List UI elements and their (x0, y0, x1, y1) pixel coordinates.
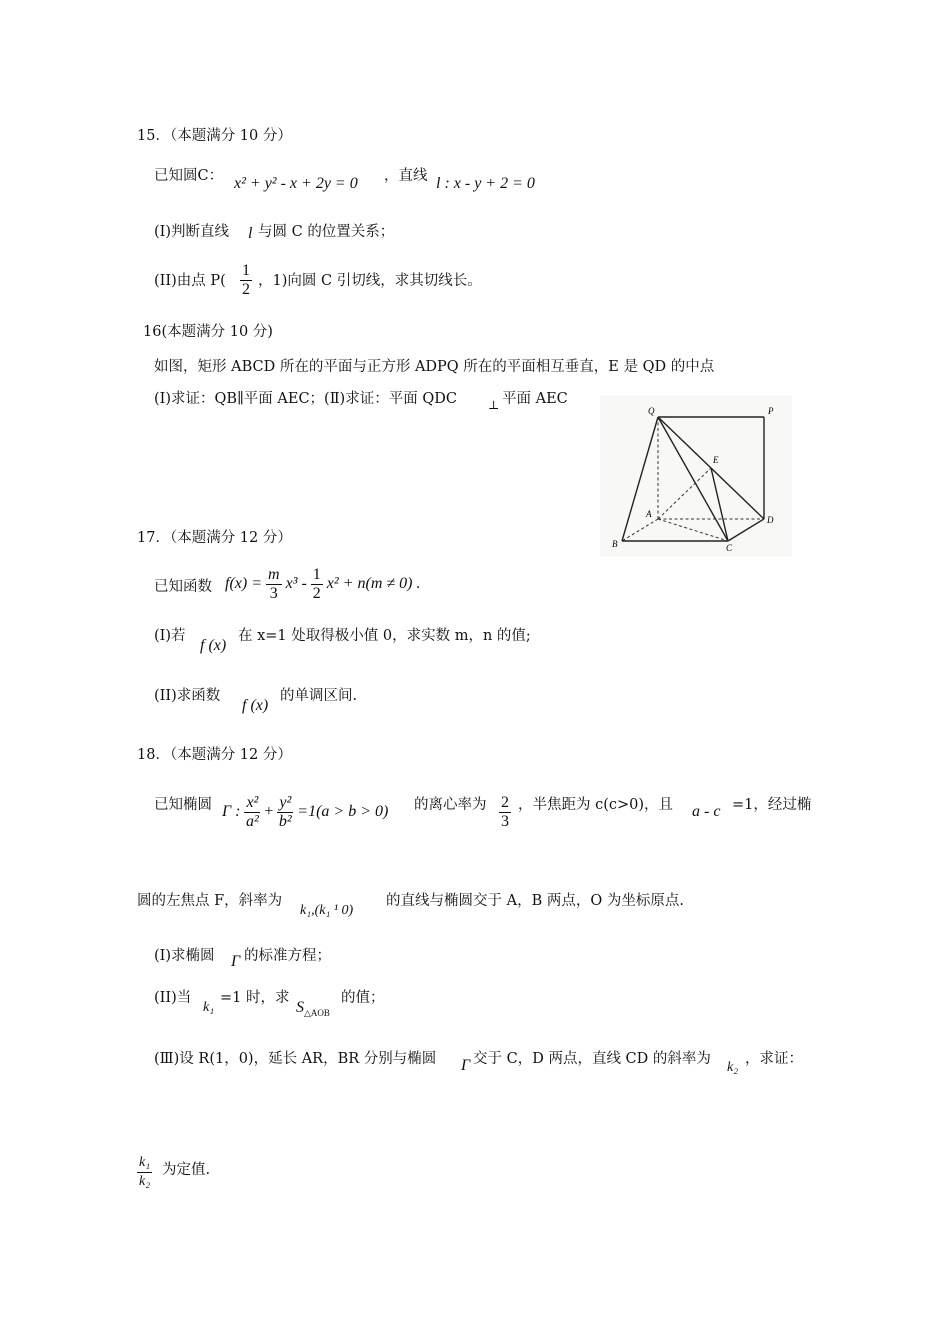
q15-point-fraction: $\frac{1}{2}$ (242, 262, 250, 298)
q16-parts-a: (I)求证：QB∥平面 AEC；(Ⅱ)求证：平面 QDC (154, 391, 457, 407)
edge-AE-hidden (658, 468, 711, 519)
q15-circle-equation: x² + y² - x + 2y = 0 (234, 175, 358, 192)
q18-header: 18．（本题满分 12 分） (137, 747, 292, 763)
label-B: B (612, 539, 618, 549)
q18-ellipse-equation: Γ : $\frac{\text{x²}}{\text{a²}}$ + $\frac{\text{y²}}{\text{b²}}$ =1(a > b > 0) (222, 794, 389, 830)
q16-solid-geometry-figure (600, 395, 792, 557)
q17-fx-1: f (x) (200, 637, 227, 654)
q18-eq1-tail: =1，经过椭 (732, 797, 812, 813)
q18-part3-c: ，求证： (745, 1051, 803, 1067)
q15-header: 15．（本题满分 10 分） (137, 128, 292, 144)
q18-ratio-fraction: $\frac{\text{k₁}}{\text{k₂}}$ (139, 1155, 151, 1189)
label-C: C (726, 543, 733, 553)
q16-header: 16(本题满分 10 分) (143, 324, 273, 340)
q18-part3-k2: k₂ (727, 1060, 739, 1075)
q15-line-intro: ，直线 (384, 168, 428, 184)
q18-part1-b: 的标准方程； (244, 948, 331, 964)
q15-part1-a: (I)判断直线 (154, 224, 230, 240)
q18-k1-condition: k₁,(k₁ ¹ 0) (300, 903, 354, 918)
label-Q: Q (648, 406, 655, 416)
q15-part1-b: 与圆 C 的位置关系； (258, 224, 395, 240)
q18-part1-gamma: Γ (231, 953, 241, 970)
q18-focal-text: ，半焦距为 c(c>0)，且 (518, 797, 674, 813)
q17-part1-a: (I)若 (154, 628, 186, 644)
q18-part2-k1: k₁ (203, 1000, 215, 1015)
q15-line-equation: l : x - y + 2 = 0 (436, 175, 535, 192)
q16-stem: 如图，矩形 ABCD 所在的平面与正方形 ADPQ 所在的平面相互垂直，E 是 QD 的中点 (154, 359, 715, 375)
label-E: E (713, 455, 719, 465)
q18-part3-b: 交于 C，D 两点，直线 CD 的斜率为 (473, 1051, 711, 1067)
label-A: A (646, 509, 652, 519)
q17-part2-a: (II)求函数 (154, 688, 221, 704)
figure-svg (600, 395, 792, 557)
q18-line2-b: 的直线与椭圆交于 A，B 两点，O 为坐标原点. (386, 893, 684, 909)
q15-part2-b: ，1)向圆 C 引切线，求其切线长。 (258, 273, 482, 289)
label-P: P (768, 406, 774, 416)
q18-line2-a: 圆的左焦点 F，斜率为 (137, 893, 283, 909)
q18-part2-a: (II)当 (154, 990, 192, 1006)
q18-eccentricity-fraction: $\frac{2}{3}$ (501, 794, 509, 830)
q17-fx-2: f (x) (242, 697, 269, 714)
label-D: D (767, 515, 774, 525)
q16-parts-b: 平面 AEC (502, 391, 568, 407)
q17-intro: 已知函数 (154, 579, 212, 595)
q18-part1-a: (I)求椭圆 (154, 948, 215, 964)
q17-part2-b: 的单调区间. (280, 688, 358, 704)
q18-area-symbol: $S_{\triangle AOB}$ (296, 999, 330, 1018)
q18-part3-a: (Ⅲ)设 R(1，0)，延长 AR，BR 分别与椭圆 (154, 1051, 437, 1067)
q17-header: 17．（本题满分 12 分） (137, 530, 292, 546)
q17-function-definition: f(x) = $\frac{m}{3}$ x³ - $\frac{1}{2}$ x² + n(m ≠ 0) . (225, 566, 421, 602)
edge-EC (711, 468, 728, 541)
q18-ratio-tail: 为定值. (162, 1162, 211, 1178)
q18-part2-c: 的值； (341, 990, 385, 1006)
q18-eccentricity-text: 的离心率为 (414, 797, 487, 813)
q17-part1-b: 在 x=1 处取得极小值 0，求实数 m，n 的值; (238, 628, 531, 644)
q15-part1-l: l (248, 225, 253, 242)
q18-part3-gamma: Γ (461, 1057, 471, 1074)
edge-CD (728, 519, 764, 541)
q18-intro: 已知椭圆 (154, 797, 212, 813)
q15-intro: 已知圆C： (154, 168, 224, 184)
q18-part2-b: =1 时，求 (220, 990, 290, 1006)
q18-a-minus-c: a - c (692, 803, 721, 820)
q15-part2-a: (II)由点 P( (154, 273, 226, 289)
perpendicular-symbol: ⊥ (488, 398, 500, 412)
